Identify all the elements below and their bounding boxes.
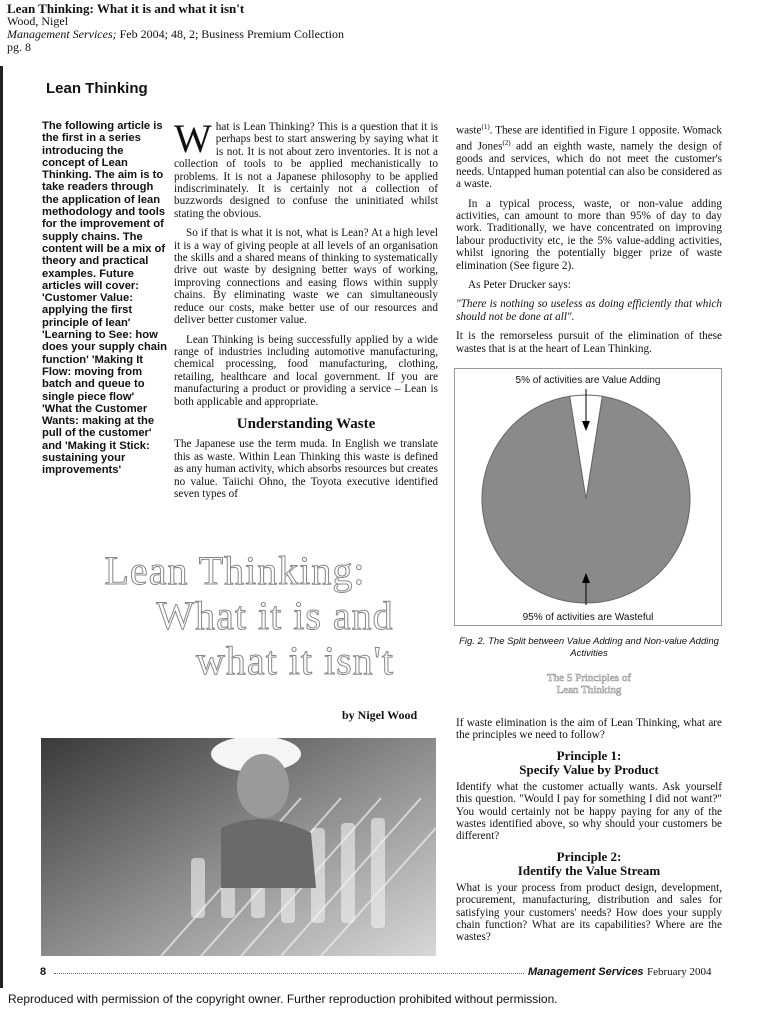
subtitle-line-2: Lean Thinking [556,684,622,696]
magazine-name: Management Services [528,966,644,978]
subtitle-line-1: The 5 Principles of [546,672,631,684]
col3-p1c: add an eighth waste, namely the design of goods and services, which do not meet the customer's needs. Untapped human potential can also be considered as a waste. [456,140,722,191]
col3-paragraph-4: It is the remorseless pursuit of the elimination of these wastes that is at the heart of Lean Thinking. [456,330,722,355]
col3-p1a: waste [456,124,482,137]
byline: by Nigel Wood [342,708,418,722]
col1-paragraph-1 [174,116,438,220]
document-title: Lean Thinking: What it is and what it isn't [7,1,245,16]
column-3-bottom [456,717,722,951]
col1-paragraph-3: Lean Thinking is being successfully applied by a wide range of industries including automotive manufacturing, chemical processing, food manufacturing, clothing, retailing, healthcare and local government. If you are manufacturing a product or providing a service – Lean is both applicable and appropriate. [174,333,438,408]
source-details: Feb 2004; 48, 2; Business Premium Collection [116,27,344,41]
col1-p1-text: hat is Lean Thinking? This is a question that it is perhaps best to start answering by saying what it is not. It is not about zero inventories. It is not a collection of tools to be applied mechanistically to problems. It is not a Japanese philosophy to be applied indiscriminately. It is certainly not a collection of buzzwords designed to confuse the uninitiated whilst stating the obvious. [174,121,438,220]
article-big-title [30,548,440,683]
principle-1-heading [456,749,722,777]
col1-paragraph-4: The Japanese use the term muda. In English we translate this as waste. Within Lean Thinking this waste is defined as any human activity, which absorbs resources but creates no value. Taiichi Ohno, the Toyota executive identified seven types of [174,438,438,500]
document-page: pg. 8 [7,40,31,54]
intro-sidebar: The following article is the first in a series introducing the concept of Lean Thinking. The aim is to take readers through the application of lean methodology and tools for the improvement of supply chains. The content will be a mix of theory and practical examples. Future articles will cover: 'Customer Value: applying the first principle of lean' 'Learning to See: how does your supply chain function' 'Making It Flow: moving from batch and queue to single piece flow' 'What the Customer Wants: making at the pull of the customer' and 'Making it Stick: sustaining your improvements' [42,120,167,477]
big-title-line-2: What it is and [156,593,394,638]
page-edge-bar [0,66,3,988]
col3-p1b: . These are identified in Figure 1 opposite. Womack and Jones [456,124,722,153]
column-3-top [456,121,722,362]
section-label: Lean Thinking [46,80,148,97]
footnote-ref-1: (1) [481,123,490,131]
worker-photo-illustration [41,738,436,956]
article-page [0,66,768,988]
chart-label-wasteful: 95% of activities are Wasteful [522,612,654,623]
drop-cap: W [174,116,212,161]
col1-paragraph-2: So if that is what it is not, what is Lean? At a high level it is a way of giving people at all levels of an organisation the skills and a shared means of thinking to systematically drive out waste by designing better ways of working, improving connections and easing flows within supply chains. By eliminating waste we can simultaneously reduce our costs, make better use of our resources and deliver better customer value. [174,227,438,327]
principle-1-title: Specify Value by Product [519,761,659,777]
heading-understanding-waste: Understanding Waste [236,415,376,432]
drucker-quote: "There is nothing so useless as doing efficiently that which should not be done at all". [456,298,722,323]
document-source [7,28,344,41]
figure-2-pie-chart [454,368,722,626]
principle-1-number: Principle 1: [556,747,622,763]
issue-date: February 2004 [647,966,712,978]
footer-rule [54,973,524,974]
pie-chart-svg [455,369,721,625]
page-footer [40,966,724,980]
worker-photo [41,738,436,956]
principle-2-heading [456,850,722,878]
principles-intro: If waste elimination is the aim of Lean Thinking, what are the principles we need to follow? [456,717,722,742]
page-number: 8 [40,966,47,978]
principle-2-number: Principle 2: [556,848,622,864]
big-title-line-3: what it isn't [196,638,394,683]
principle-1-text: Identify what the customer actually wants. Ask yourself this question. "Would I pay for something I did not want?" You would certainly not be happy paying for any of the wastes identified above, so why should your customers be different? [456,780,722,843]
principle-2-title: Identify the Value Stream [517,862,661,878]
column-1 [174,116,438,507]
col3-paragraph-3: As Peter Drucker says: [468,278,571,291]
figure-caption: Fig. 2. The Split between Value Adding and Non-value Adding Activities [459,636,719,659]
permission-notice: Reproduced with permission of the copyright owner. Further reproduction prohibited without permission. [8,992,558,1006]
principles-subtitle [456,672,722,696]
document-header [7,2,344,54]
big-title-line-1: Lean Thinking: [104,548,366,593]
principle-2-text: What is your process from product design, development, procurement, manufacturing, distribution and sales for satisfying your customers' needs? How does your supply chain function? What are its capabilities? Where are the wastes? [456,881,722,944]
source-journal: Management Services; [7,27,117,41]
col3-paragraph-1 [456,121,722,191]
document-author: Wood, Nigel [7,14,69,28]
chart-label-value-adding: 5% of activities are Value Adding [515,375,661,386]
col3-paragraph-2: In a typical process, waste, or non-value adding activities, can amount to more than 95% of day to day work. Traditionally, we have concentrated on improving labour productivity etc, ie the 5% value-adding activities, whilst ignoring the potentially bigger prize of waste elimination (See figure 2). [456,197,722,272]
footnote-ref-2: (2) [502,139,511,148]
